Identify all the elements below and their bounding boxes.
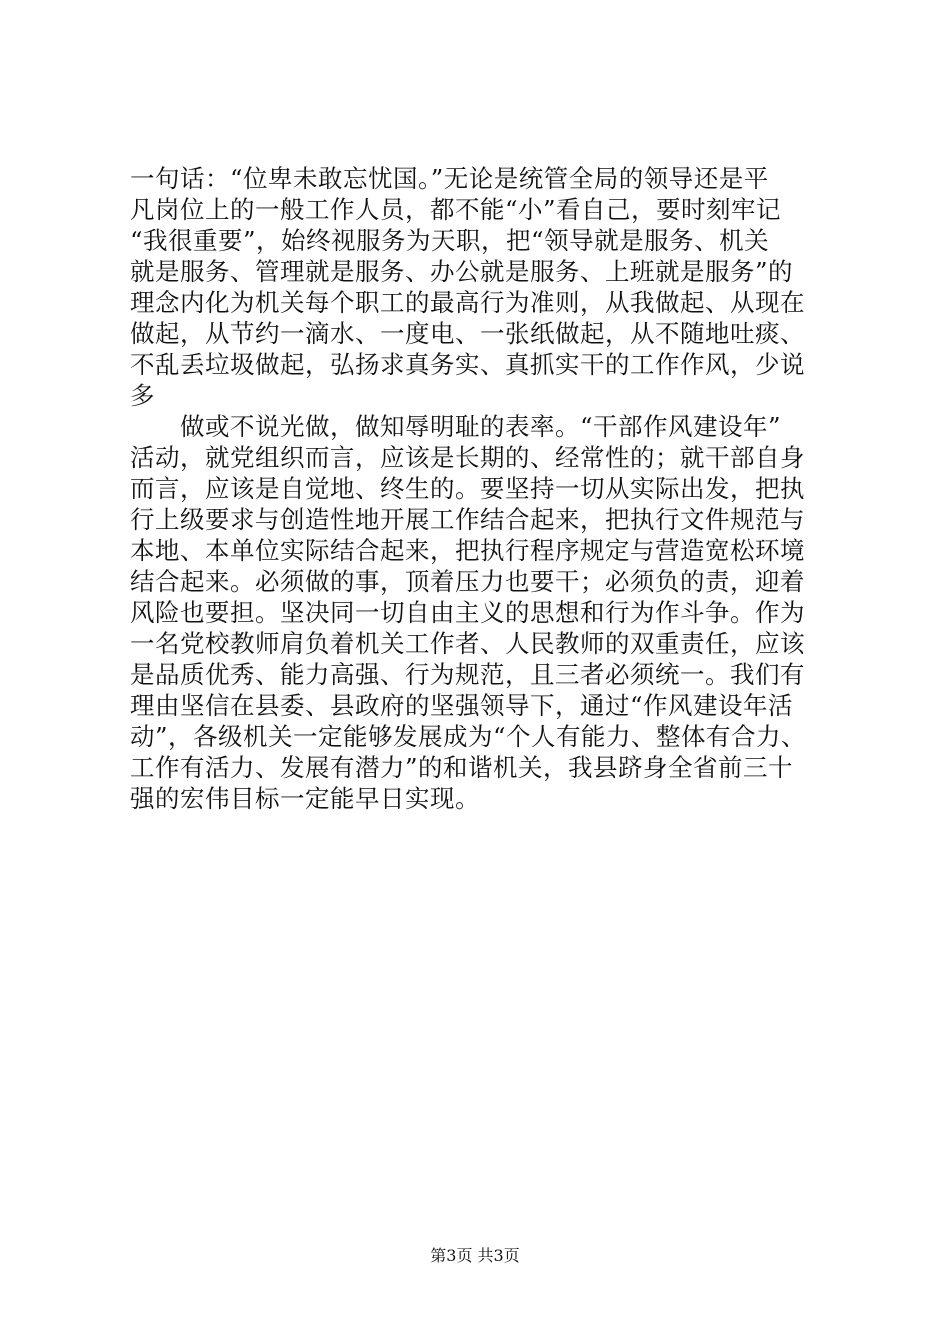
text-line: 而言，应该是自觉地、终生的。要坚持一切从实际出发，把执 bbox=[130, 474, 805, 503]
text-line: 工作有活力、发展有潜力”的和谐机关，我县跻身全省前三十 bbox=[130, 753, 794, 782]
text-line: 就是服务、管理就是服务、办公就是服务、上班就是服务”的 bbox=[130, 257, 794, 286]
text-line: 是品质优秀、能力高强、行为规范，且三者必须统一。我们有 bbox=[130, 660, 805, 689]
text-line: 做起，从节约一滴水、一度电、一张纸做起，从不随地吐痰、 bbox=[130, 319, 805, 348]
paragraph-start-line: 做或不说光做，做知辱明耻的表率。“干部作风建设年” bbox=[180, 412, 782, 441]
text-line: 凡岗位上的一般工作人员，都不能“小”看自己，要时刻牢记 bbox=[130, 195, 782, 224]
text-line: 理由坚信在县委、县政府的坚强领导下，通过“作风建设年活 bbox=[130, 691, 794, 720]
text-line: 活动，就党组织而言，应该是长期的、经常性的；就干部自身 bbox=[130, 443, 805, 472]
text-line: 多 bbox=[130, 381, 155, 410]
text-line: 结合起来。必须做的事，顶着压力也要干；必须负的责，迎着 bbox=[130, 567, 805, 596]
text-line: 不乱丢垃圾做起，弘扬求真务实、真抓实干的工作作风，少说 bbox=[130, 350, 805, 379]
text-line: 本地、本单位实际结合起来，把执行程序规定与营造宽松环境 bbox=[130, 536, 805, 565]
text-line: 理念内化为机关每个职工的最高行为准则，从我做起、从现在 bbox=[130, 288, 805, 317]
text-line: 一名党校教师肩负着机关工作者、人民教师的双重责任，应该 bbox=[130, 629, 805, 658]
text-line: 一句话：“位卑未敢忘忧国。”无论是统管全局的领导还是平 bbox=[130, 164, 769, 193]
page-number-footer: 第3页 共3页 bbox=[430, 1246, 520, 1265]
text-line: 风险也要担。坚决同一切自由主义的思想和行为作斗争。作为 bbox=[130, 598, 805, 627]
text-line: “我很重要”，始终视服务为天职，把“领导就是服务、机关 bbox=[130, 226, 770, 255]
text-line: 强的宏伟目标一定能早日实现。 bbox=[130, 784, 480, 813]
text-line: 动”，各级机关一定能够发展成为“个人有能力、整体有合力、 bbox=[130, 722, 807, 751]
text-line: 行上级要求与创造性地开展工作结合起来，把执行文件规范与 bbox=[130, 505, 805, 534]
body-text bbox=[130, 163, 830, 814]
